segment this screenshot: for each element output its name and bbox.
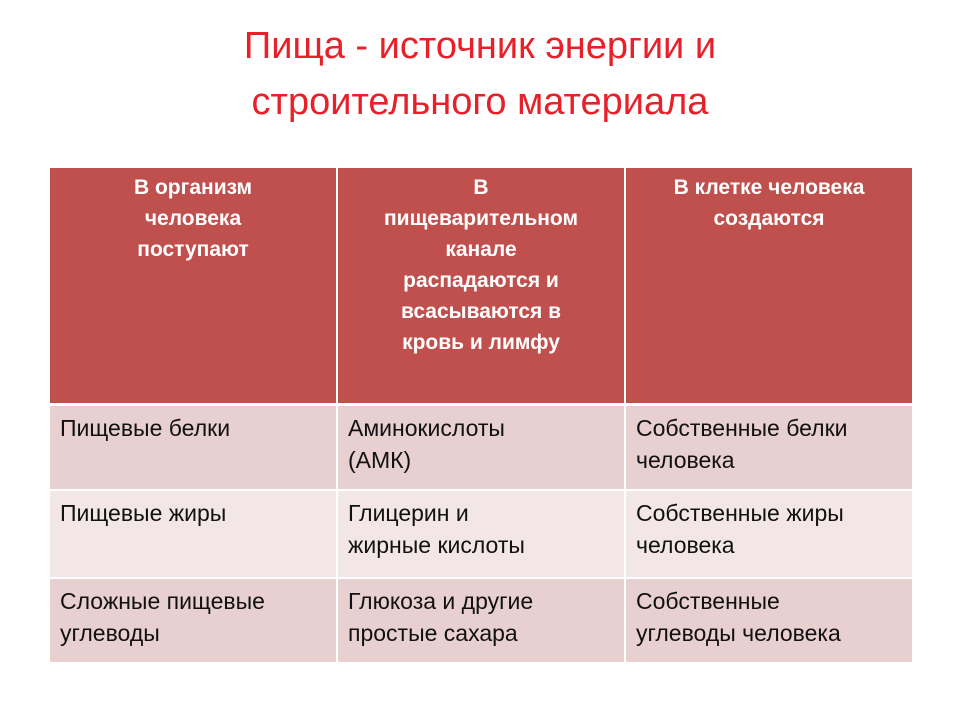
header-text-line: пищеварительном [383, 207, 579, 230]
slide-title-line-2: строительного материала [251, 81, 709, 123]
cell-text-line: углеводы человека [636, 620, 841, 646]
header-text-line: создаются [713, 207, 825, 230]
header-text-line: В организм [133, 176, 253, 199]
table-cell [337, 490, 625, 578]
cell-text-line: Пищевые белки [60, 414, 231, 441]
header-text-line: В клетке человека [673, 176, 865, 199]
table-cell [625, 490, 913, 578]
table-cell [625, 404, 913, 490]
cell-text-line: (АМК) [348, 446, 412, 473]
slide-title [80, 18, 880, 130]
cell-text-line: Аминокислоты [348, 414, 505, 441]
table-cell [337, 404, 625, 490]
cell-text-line: Собственные белки [636, 414, 848, 441]
cell-text-line: жирные кислоты [348, 532, 525, 558]
cell-text-line: Собственные [636, 588, 780, 614]
table-cell [49, 490, 337, 578]
cell-text-line: Собственные жиры [636, 500, 844, 526]
table-row-fats [49, 490, 913, 578]
header-text-line: кровь и лимфу [402, 331, 560, 354]
header-text-line: всасываются в [400, 300, 562, 323]
cell-text-line: Сложные пищевые [60, 588, 265, 614]
cell-text-line: простые сахара [348, 620, 518, 646]
cell-text-line: Глюкоза и другие [348, 588, 534, 614]
table-cell [625, 578, 913, 663]
table-row-proteins [49, 404, 913, 490]
cell-text-line: углеводы [60, 620, 160, 646]
table-cell [337, 578, 625, 663]
cell-text-line: человека [636, 446, 735, 473]
header-text-line: В [473, 176, 489, 199]
cell-text-line: Глицерин и [348, 500, 469, 526]
table-row-carbohydrates [49, 578, 913, 663]
table-cell [49, 404, 337, 490]
header-cell-intake [49, 168, 337, 404]
table-header-row [49, 168, 913, 404]
header-text-line: поступают [137, 238, 249, 261]
slide-title-line-1: Пища - источник энергии и [243, 25, 717, 67]
cell-text-line: Пищевые жиры [60, 500, 227, 526]
table-cell [49, 578, 337, 663]
cell-text-line: человека [636, 532, 735, 558]
header-text-line: распадаются и [403, 269, 559, 292]
header-cell-cell-synthesis [625, 168, 913, 404]
header-text-line: канале [445, 238, 517, 261]
nutrition-table [48, 168, 914, 664]
header-cell-digestion [337, 168, 625, 404]
header-text-line: человека [144, 207, 242, 230]
